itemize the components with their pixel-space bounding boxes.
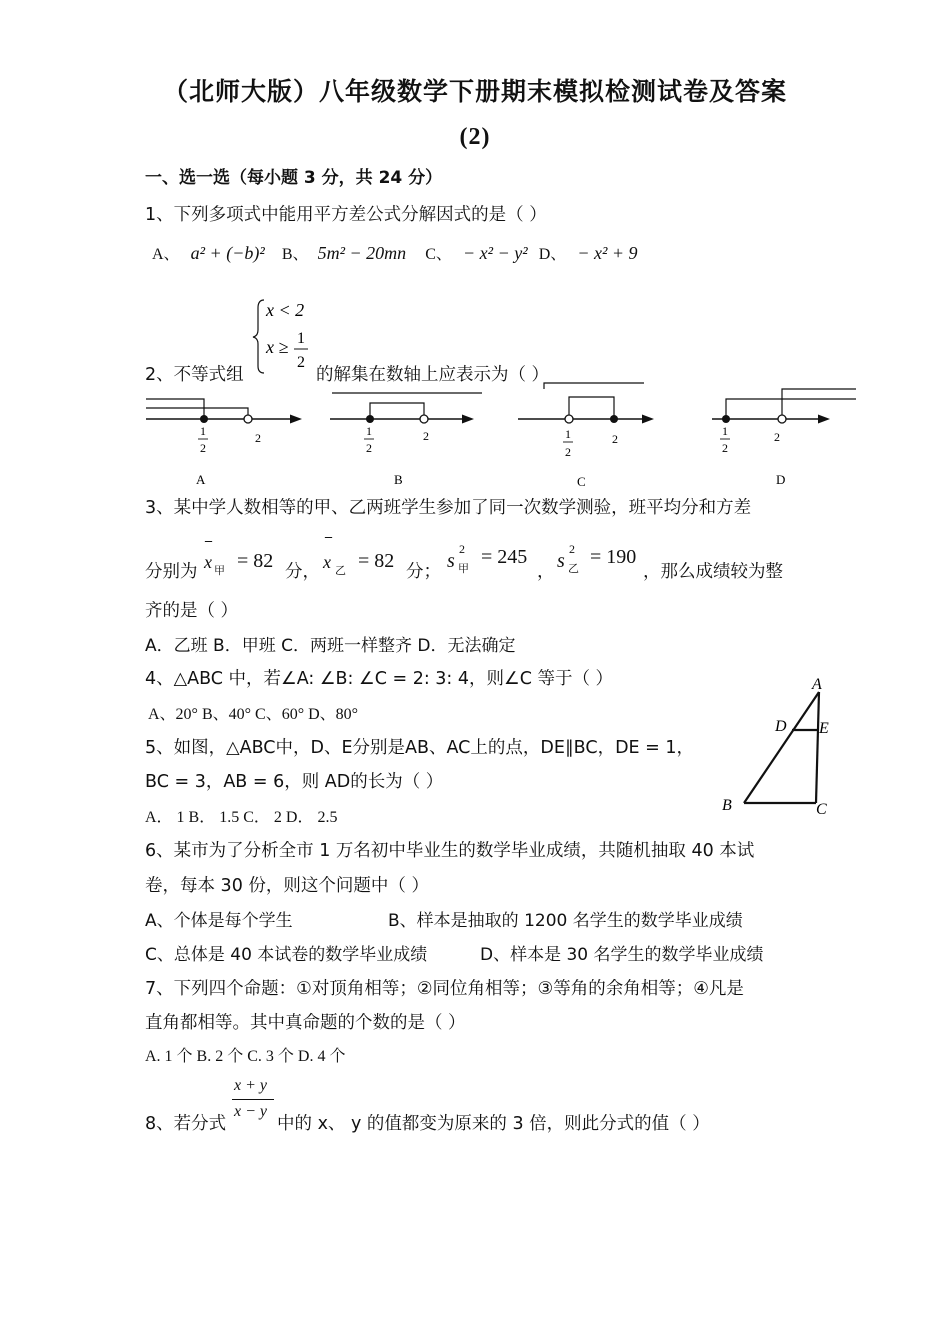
number-line-options — [140, 385, 860, 490]
q3-suffix: ，那么成绩较为整 — [643, 562, 783, 582]
number-line-label-b: B — [394, 472, 403, 487]
point-d-label: D — [775, 718, 787, 735]
question-6-stem: 6、某市为了分析全市 1 万名初中毕业生的数学毕业成绩，共随机抽取 40 本试 — [145, 841, 755, 861]
q3-prefix: 分别为 — [145, 562, 198, 582]
q3-sub-1: 甲 — [214, 564, 225, 577]
q3-comma: ， — [537, 562, 555, 582]
q1-option-a-expr: a² + (−b)² — [190, 243, 265, 263]
q1-option-d-label: D、 — [538, 246, 567, 263]
svg-text:2: 2 — [255, 431, 261, 445]
q3-xbar-1: x — [204, 552, 212, 572]
q3-sub-2: 乙 — [335, 564, 346, 577]
system-half-num: 1 — [297, 330, 305, 347]
question-6-stem-2: 卷，每本 30 份，则这个问题中（ ） — [145, 876, 429, 896]
q3-xbar-2: x — [323, 552, 331, 572]
inequality-system — [252, 296, 316, 378]
vertex-a-label: A — [812, 676, 822, 693]
number-line-label-d: D — [776, 472, 786, 487]
svg-text:2: 2 — [722, 441, 728, 455]
question-2-stem-after: 的解集在数轴上应表示为（ ） — [316, 365, 550, 385]
q8-fraction-numerator: x + y — [234, 1077, 267, 1094]
svg-text:2: 2 — [612, 432, 618, 446]
question-1-options — [152, 241, 638, 264]
q8-fraction-denominator: x − y — [234, 1103, 267, 1120]
q1-option-d-expr: − x² + 9 — [577, 243, 638, 263]
q3-s-1-sup: 2 — [459, 542, 465, 556]
question-4-options: A、20° B、40° C、60° D、80° — [148, 706, 359, 723]
q3-unit-1: 分， — [285, 562, 320, 582]
question-1-stem: 1、下列多项式中能用平方差公式分解因式的是（ ） — [145, 205, 547, 225]
question-3-line-1: 3、某中学人数相等的甲、乙两班学生参加了同一次数学测验，班平均分和方差 — [145, 498, 752, 518]
q1-option-a-label: A、 — [152, 246, 180, 263]
svg-text:2: 2 — [366, 441, 372, 455]
question-7-options: A. 1 个 B. 2 个 C. 3 个 D. 4 个 — [145, 1048, 346, 1065]
q6-option-c: C、总体是 40 本试卷的数学毕业成绩 — [145, 945, 428, 965]
q3-val-1: = 82 — [237, 550, 274, 572]
point-e-label: E — [819, 720, 829, 737]
system-half-den: 2 — [297, 354, 305, 371]
svg-text:2: 2 — [774, 430, 780, 444]
section-heading: 一、选一选（每小题 3 分，共 24 分） — [145, 168, 443, 188]
svg-text:2: 2 — [200, 441, 206, 455]
q3-unit-2: 分； — [406, 562, 441, 582]
svg-text:1: 1 — [722, 424, 728, 438]
system-brace — [253, 300, 264, 373]
svg-text:1: 1 — [366, 424, 372, 438]
vertex-b-label: B — [722, 797, 732, 814]
q8-fraction-bar — [232, 1099, 274, 1100]
q1-option-c-label: C、 — [425, 246, 452, 263]
q6-option-a: A、个体是每个学生 — [145, 911, 293, 931]
svg-text:2: 2 — [423, 429, 429, 443]
question-7-stem: 7、下列四个命题：①对顶角相等；②同位角相等；③等角的余角相等；④凡是 — [145, 979, 744, 999]
number-line-c — [518, 397, 654, 459]
exam-title: （北师大版）八年级数学下册期末模拟检测试卷及答案 — [162, 77, 787, 106]
question-8-stem-after: 中的 x、 y 的值都变为原来的 3 倍，则此分式的值（ ） — [277, 1114, 710, 1134]
q3-s-2-sup: 2 — [569, 542, 575, 556]
exam-title-number: (2) — [459, 124, 491, 150]
q1-option-b-label: B、 — [281, 246, 309, 263]
q3-s-2-sub: 乙 — [568, 562, 579, 575]
question-5-options: A． 1 B． 1.5 C． 2 D． 2.5 — [145, 809, 338, 826]
question-7-stem-2: 直角都相等。其中真命题的个数的是（ ） — [145, 1013, 466, 1033]
question-3-line-3: 齐的是（ ） — [145, 601, 239, 621]
q1-option-c-expr: − x² − y² — [463, 243, 528, 263]
q3-s-2: s — [557, 550, 565, 572]
q6-option-d: D、样本是 30 名学生的数学毕业成绩 — [480, 945, 764, 965]
svg-text:1: 1 — [200, 424, 206, 438]
question-5-stem-2: BC = 3，AB = 6，则 AD的长为（ ） — [145, 772, 444, 792]
question-5-stem: 5、如图，△ABC中，D、E分别是AB、AC上的点，DE∥BC，DE = 1， — [145, 738, 695, 758]
q3-s-1-val: = 245 — [481, 546, 528, 568]
q3-bar-2: ‾ — [325, 536, 332, 552]
triangle-figure — [712, 670, 842, 820]
vertex-c-label: C — [816, 801, 827, 818]
question-4-stem: 4、△ABC 中，若∠A: ∠B: ∠C = 2: 3: 4，则∠C 等于（ ） — [145, 669, 614, 689]
number-line-d — [712, 389, 856, 455]
q3-bar-1: ‾ — [205, 540, 212, 556]
q3-val-2: = 82 — [358, 550, 395, 572]
question-2-stem-before: 2、不等式组 — [145, 365, 244, 385]
number-line-a — [146, 399, 302, 455]
number-line-label-c: C — [577, 474, 586, 489]
q3-s-2-val: = 190 — [590, 546, 637, 568]
question-3-options: A．乙班 B．甲班 C．两班一样整齐 D．无法确定 — [145, 636, 516, 656]
number-line-label-a: A — [196, 472, 206, 487]
q1-option-b-expr: 5m² − 20mn — [317, 243, 407, 263]
svg-text:1: 1 — [565, 427, 571, 441]
q3-s-1: s — [447, 550, 455, 572]
system-ineq-1: x < 2 — [266, 300, 305, 320]
number-line-b — [330, 393, 482, 455]
system-ineq-2-lhs: x ≥ — [266, 337, 289, 357]
svg-text:2: 2 — [565, 445, 571, 459]
q3-s-1-sub: 甲 — [458, 562, 469, 575]
question-8-stem-before: 8、若分式 — [145, 1114, 227, 1134]
q6-option-b: B、样本是抽取的 1200 名学生的数学毕业成绩 — [388, 911, 743, 931]
